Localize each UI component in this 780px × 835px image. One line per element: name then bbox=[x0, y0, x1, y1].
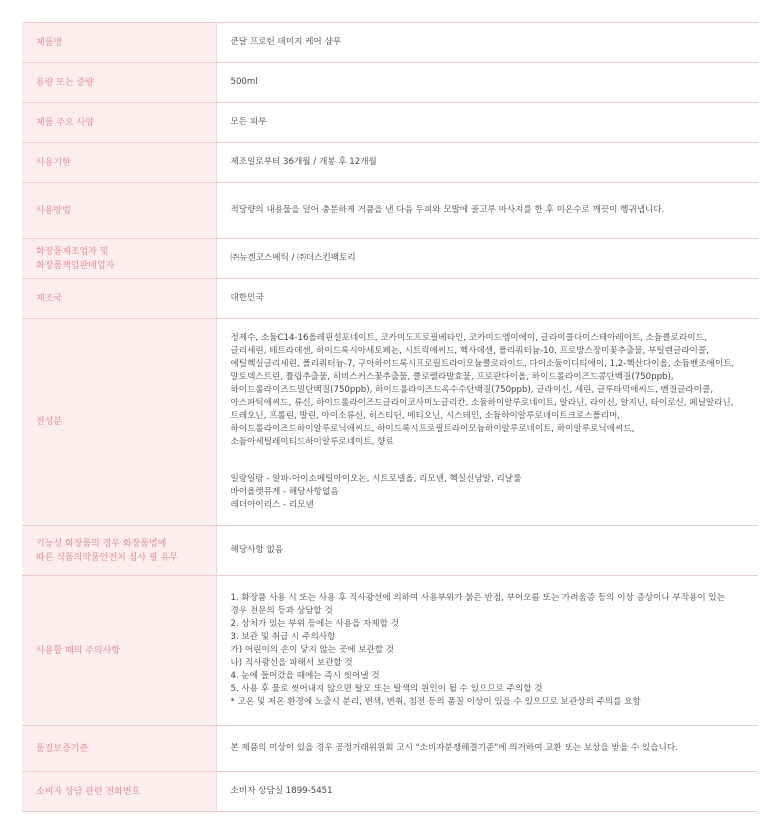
row-value-usage: 적당량의 내용물을 덜어 충분하게 거품을 낸 다음 두피와 모발에 골고루 마사지를 한 후 미온수로 깨끗이 헹귀냅니다. bbox=[230, 205, 665, 215]
table-row bbox=[22, 279, 758, 319]
row-label-ingredients: 전성분 bbox=[22, 319, 216, 526]
row-value-ingredients bbox=[216, 319, 758, 526]
table-row bbox=[22, 319, 758, 526]
table-row bbox=[22, 183, 758, 239]
table-row bbox=[22, 526, 758, 576]
row-label-expiry: 사용기한 bbox=[22, 143, 216, 183]
fragrance-allergens: 일랑일랑 - 알파-아이소메틸아이오논, 시트로넬올, 리모넨, 헥실신남알, 리날룰 바이올렛뮤게 - 해당사항없음 레더아이리스 - 리모넨 bbox=[230, 474, 522, 510]
row-value-product-name: 쿤달 프로틴 데미지 케어 샴푸 bbox=[230, 37, 342, 47]
row-value-quality: 본 제품의 이상이 있을 경우 공정거래위원회 고시 "소비자분쟁해결기준"에 의거하여 교환 또는 보상을 받을 수 있습니다. bbox=[230, 743, 678, 753]
table-row bbox=[22, 239, 758, 279]
row-value-contact: 소비자 상담실 1899-5451 bbox=[230, 786, 333, 796]
row-value-country: 대한민국 bbox=[230, 293, 264, 303]
row-value-main-spec: 모든 피부 bbox=[230, 117, 267, 127]
row-value-expiry: 제조일로부터 36개월 / 개봉 후 12개월 bbox=[230, 157, 377, 167]
row-label-functional: 기능성 화장품의 경우 화장품법에 따른 식품의약품안전처 심사 필 유무 bbox=[22, 526, 216, 576]
row-value-precautions: 1. 화장품 사용 시 또는 사용 후 직사광선에 의하여 사용부위가 붉은 반점, 부어오름 또는 가려움증 등의 이상 증상이나 부작용이 있는 경우 전문의 등과 상담할 것 2. 상처가 있는 부위 등에는 사용을 자제할 것 3. 보관 및 취급 시 주의사항 가) 어린이의 손이 닿지 않는 곳에 보관할 것 나) 직사광선을 피해서 보관할 것 4. 눈에 들어갔을 때에는 즉시 씻어낼 것 5. 사용 후 물로 씻어내지 않으면 탈모 또는 탈색의 원인이 될 수 있으므로 주의할 것 * 고온 및 저온 환경에 노출시 분리, 변색, 변취, 침전 등의 품질 이상이 있을 수 있으므로 보관상의 주의를 요함 bbox=[230, 593, 726, 707]
row-label-contact: 소비자 상담 관련 전화번호 bbox=[22, 772, 216, 812]
table-row bbox=[22, 63, 758, 103]
row-label-volume: 용량 또는 중량 bbox=[22, 63, 216, 103]
row-value-functional: 해당사항 없음 bbox=[230, 545, 284, 555]
row-value-manufacturer: ㈜뉴겐코스메틱 / ㈜더스킨팩토리 bbox=[230, 253, 356, 263]
ingredients-list: 정제수, 소듐C14-16올레핀설포네이트, 코카미도프로필베타인, 코카미드엠이에이, 글라이콜다이스테아레이트, 소듐클로라이드, 글리세린, 테트라데센, 하이드록시아세토페논, 시트릭애씨드, 헥사데센, 폴리쿼터늄-10, 프로방스장미꽃추출물, 부틸렌글라이콜, 에틸헥실글리세린, 폴리쿼터늄-7, 구아하이드록시프로필트라이모늄클로라이드, 다이소듐이디티에이, 1,2-헥산다이올, 소듐벤조에이트, 말토덱스트린, 튤립추출물, 히비스커스꽃추출물, 클로렐라발효물, 프로판다이올, 하이드롤라이즈드콩단백질(750ppb), 하이드롤라이즈드밀단백질(750ppb), 하이드롤라이즈드옥수수단백질(750ppb), 글라이신, 세린, 글루타믹애씨드, 벤질글라이콜, 아스파틱애씨드, 류신, 하이드롤라이즈드글라이코사미노글리칸, 소듐하이알루로네이트, 알라닌, 라이신, 알지닌, 타이로신, 페닐알라닌, 트레오닌, 프롤린, 발린, 아이소류신, 히스티딘, 메티오닌, 시스테인, 소듐하이알루로네이트크로스폴리머, 하이드롤라이즈드하이알루로닉애씨드, 하이드록시프로필트라이모늄하이알루로네이트, 하이알루로닉애씨드, 소듐아세틸레이티드하이알루로네이트, 향료 bbox=[230, 333, 735, 447]
row-label-quality: 품질보증기준 bbox=[22, 726, 216, 772]
table-row bbox=[22, 103, 758, 143]
row-value-volume: 500ml bbox=[230, 77, 258, 87]
table-row bbox=[22, 143, 758, 183]
table-row bbox=[22, 23, 758, 63]
row-label-main-spec: 제품 주요 사양 bbox=[22, 103, 216, 143]
row-label-precautions: 사용할 때의 주의사항 bbox=[22, 576, 216, 726]
table-row bbox=[22, 726, 758, 772]
row-label-product-name: 제품명 bbox=[22, 23, 216, 63]
row-label-country: 제조국 bbox=[22, 279, 216, 319]
product-info-table bbox=[22, 22, 758, 812]
row-label-usage: 사용방법 bbox=[22, 183, 216, 239]
table-row bbox=[22, 576, 758, 726]
table-row bbox=[22, 772, 758, 812]
row-label-manufacturer: 화장품제조업자 및 화장품책임판매업자 bbox=[22, 239, 216, 279]
